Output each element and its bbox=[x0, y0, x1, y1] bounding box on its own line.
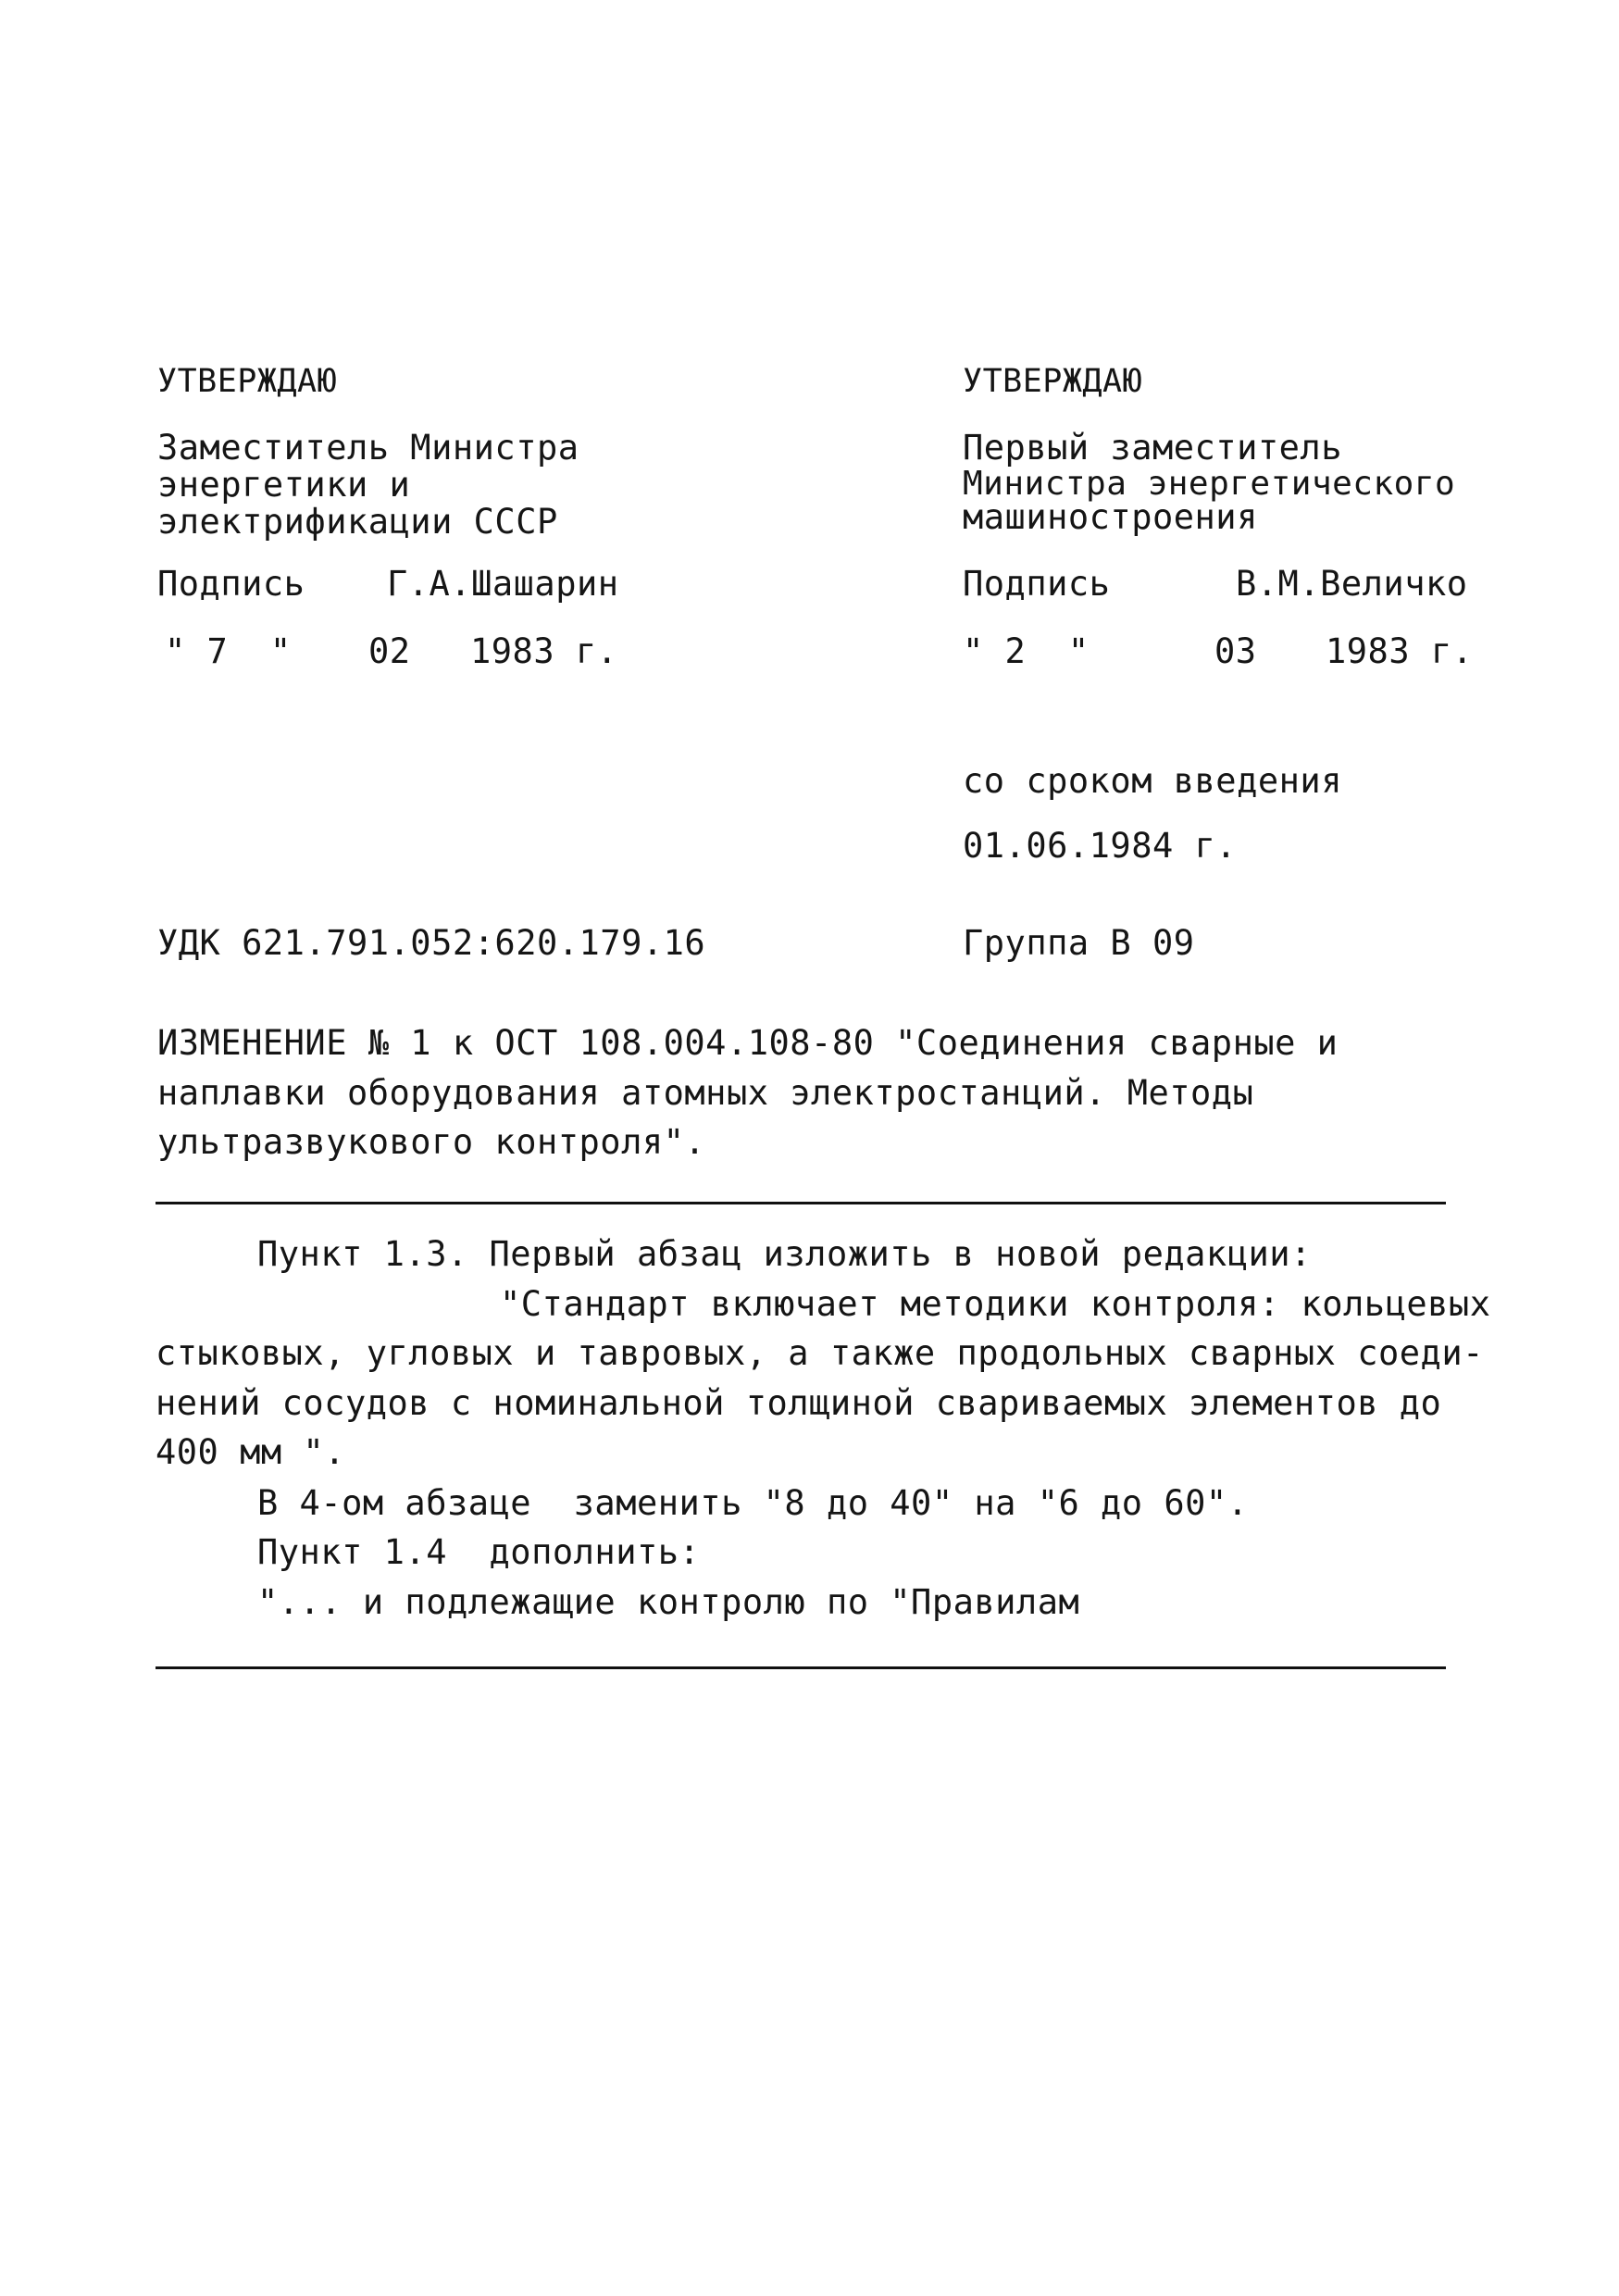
body-line: "Стандарт включает методики контроля: кольцевых bbox=[500, 1284, 1491, 1324]
approval-right-position-line: машиностроения bbox=[963, 497, 1258, 537]
amendment-title-line: наплавки оборудования атомных электростанций. Методы bbox=[157, 1073, 1254, 1113]
approval-left-signatory: Г.А.Шашарин bbox=[387, 564, 619, 604]
approval-right-date-day: " 2 " bbox=[963, 631, 1090, 671]
approval-right-signatory: В.М.Величко bbox=[1236, 564, 1468, 604]
body-line: "... и подлежащие контролю по "Правилам bbox=[257, 1582, 1080, 1622]
approval-left-heading: УТВЕРЖДАЮ bbox=[157, 363, 338, 400]
approval-right-position-line: Министра энергетического bbox=[963, 465, 1456, 503]
body-line: Пункт 1.4 дополнить: bbox=[257, 1532, 701, 1572]
amendment-title-line: ультразвукового контроля". bbox=[157, 1122, 706, 1162]
body-line: нений сосудов с номинальной толщиной свариваемых элементов до bbox=[156, 1383, 1442, 1423]
effective-label: со сроком введения bbox=[963, 761, 1342, 801]
approval-left-position-line: энергетики и bbox=[157, 465, 411, 505]
approval-right-date-month: 03 bbox=[1214, 631, 1257, 671]
approval-left-date-year: 1983 г. bbox=[470, 631, 618, 671]
divider-top bbox=[156, 1202, 1446, 1204]
approval-left-date-month: 02 bbox=[368, 631, 411, 671]
body-line: В 4-ом абзаце заменить "8 до 40" на "6 до 60". bbox=[257, 1483, 1249, 1523]
approval-right-position-line: Первый заместитель bbox=[963, 428, 1342, 468]
approval-left-position-line: электрификации СССР bbox=[157, 502, 558, 542]
body-line: стыковых, угловых и тавровых, а также продольных сварных соеди- bbox=[156, 1333, 1484, 1373]
approval-left-signature-label: Подпись bbox=[157, 564, 305, 604]
approval-right-date-year: 1983 г. bbox=[1326, 631, 1474, 671]
approval-right-signature-label: Подпись bbox=[963, 564, 1111, 604]
approval-left-date-day: " 7 " bbox=[165, 631, 292, 671]
effective-date: 01.06.1984 г. bbox=[963, 826, 1238, 866]
body-line: 400 мм ". bbox=[156, 1432, 345, 1472]
body-line: Пункт 1.3. Первый абзац изложить в новой редакции: bbox=[257, 1234, 1312, 1274]
group-code: Группа В 09 bbox=[963, 923, 1195, 963]
approval-left-position-line: Заместитель Министра bbox=[157, 428, 579, 468]
divider-bottom bbox=[156, 1666, 1446, 1669]
udk-code: УДК 621.791.052:620.179.16 bbox=[157, 923, 706, 963]
approval-right-heading: УТВЕРЖДАЮ bbox=[963, 363, 1143, 400]
amendment-title-line: ИЗМЕНЕНИЕ № 1 к ОСТ 108.004.108-80 "Соединения сварные и bbox=[157, 1023, 1339, 1063]
